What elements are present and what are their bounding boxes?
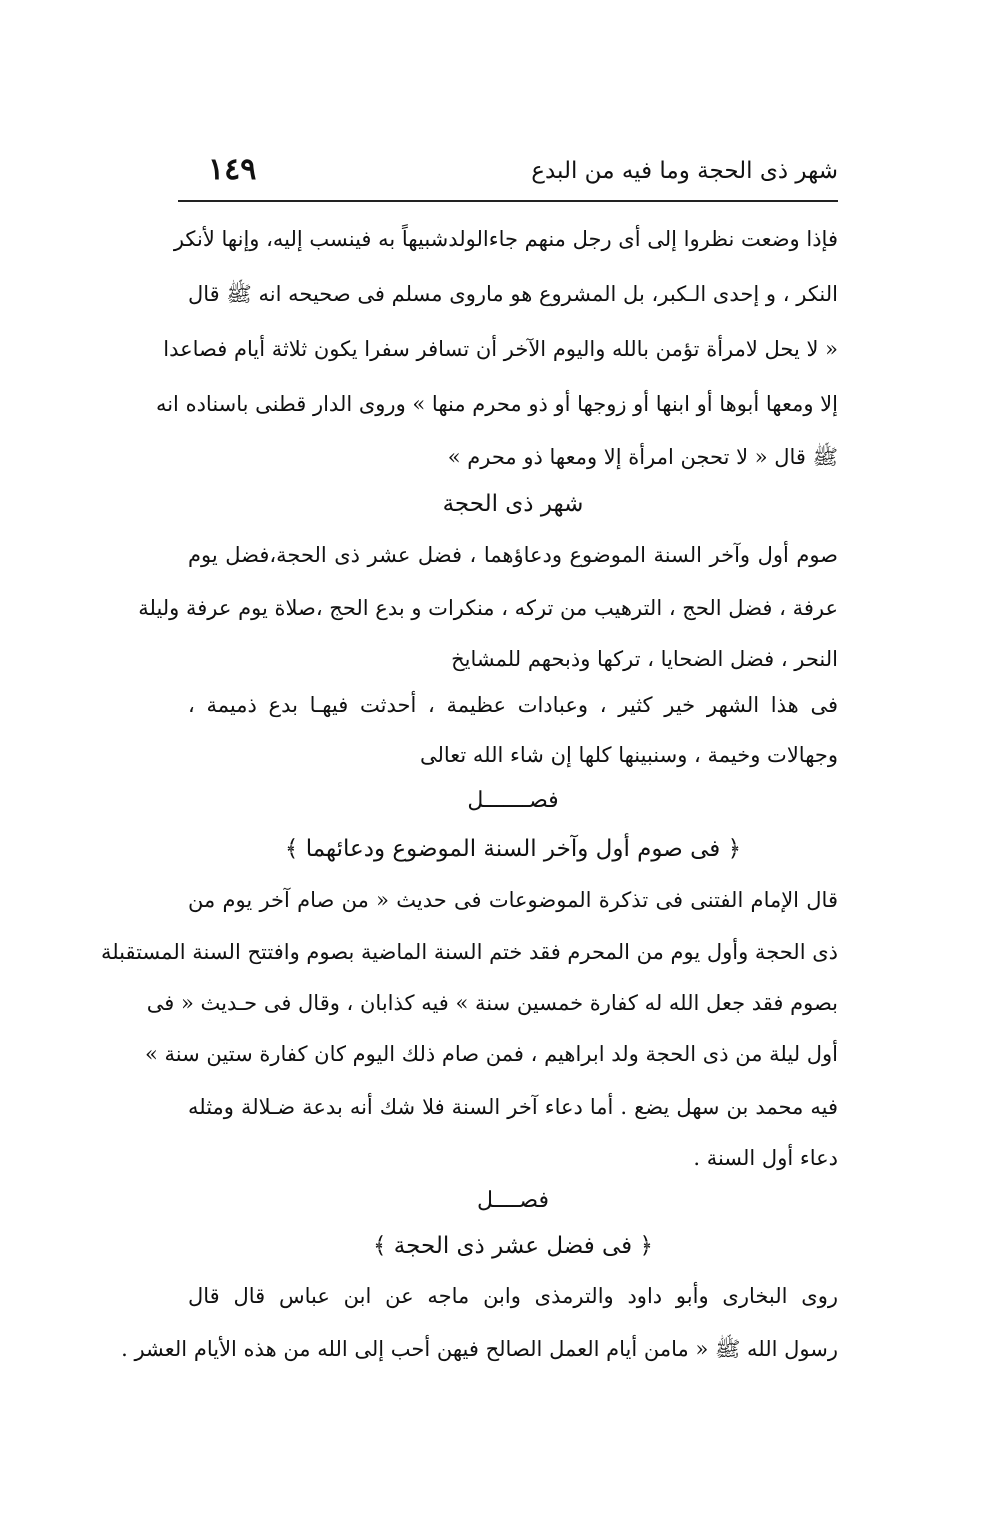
- text-line: روى البخارى وأبو داود والترمذى وابن ماجه عن ابن عباس قال قال: [188, 1284, 838, 1308]
- text-line: صوم أول وآخر السنة الموضوع ودعاؤهما ، فضل عشر ذى الحجة،فضل يوم: [188, 543, 838, 567]
- text-line: فإذا وضعت نظروا إلى أى رجل منهم جاءالولدشبيهاً به فينسب إليه، وإنها لأنكر: [173, 227, 838, 251]
- section-divider: فصـــــــل: [467, 788, 559, 813]
- section-heading: شهر ذى الحجة: [442, 491, 584, 517]
- running-title: شهر ذى الحجة وما فيه من البدع: [531, 158, 838, 184]
- text-line: عرفة ، فضل الحج ، الترهيب من تركه ، منكرات و بدع الحج ،صلاة يوم عرفة وليلة: [138, 596, 838, 620]
- text-line: قال الإمام الفتنى فى تذكرة الموضوعات فى حديث « من صام آخر يوم من: [188, 888, 838, 912]
- page-header: [178, 152, 838, 196]
- text-line: فى هذا الشهر خير كثير ، وعبادات عظيمة ، أحدثت فيهـا بدع ذميمة ،: [188, 693, 838, 717]
- header-rule: [178, 200, 838, 202]
- subsection-heading: ﴿ فى صوم أول وآخر السنة الموضوع ودعائهما ﴾: [284, 836, 742, 862]
- text-line: إلا ومعها أبوها أو ابنها أو زوجها أو ذو محرم منها » وروى الدار قطنى باسناده انه: [155, 392, 838, 416]
- text-line: أول ليلة من ذى الحجة ولد ابراهيم ، فمن صام ذلك اليوم كان كفارة ستين سنة »: [145, 1042, 838, 1066]
- text-line: ذى الحجة وأول يوم من المحرم فقد ختم السنة الماضية بصوم وافتتح السنة المستقبلة: [100, 940, 838, 964]
- text-line: وجهالات وخيمة ، وسنبينها كلها إن شاء الله تعالى: [419, 743, 838, 767]
- text-line: بصوم فقد جعل الله له كفارة خمسين سنة » فيه كذابان ، وقال فى حـديث « فى: [146, 991, 838, 1015]
- text-line: ﷺ قال « لا تحجن امرأة إلا ومعها ذو محرم »: [447, 445, 838, 469]
- subsection-heading: ﴿ فى فضل عشر ذى الحجة ﴾: [373, 1233, 653, 1259]
- text-line: رسول الله ﷺ « مامن أيام العمل الصالح فيهن أحب إلى الله من هذه الأيام العشر .: [121, 1337, 838, 1361]
- page-number: ١٤٩: [208, 152, 257, 187]
- text-line: دعاء أول السنة .: [693, 1146, 838, 1170]
- text-line: النكر ، و إحدى الـكبر، بل المشروع هو ماروى مسلم فى صحيحه انه ﷺ قال: [188, 282, 838, 306]
- section-divider: فصــــل: [476, 1188, 550, 1213]
- text-line: النحر ، فضل الضحايا ، تركها وذبحهم للمشايخ: [451, 647, 838, 671]
- text-line: فيه محمد بن سهل يضع . أما دعاء آخر السنة فلا شك أنه بدعة ضـلالة ومثله: [188, 1095, 838, 1119]
- text-line: « لا يحل لامرأة تؤمن بالله واليوم الآخر أن تسافر سفرا يكون ثلاثة أيام فصاعدا: [163, 337, 838, 361]
